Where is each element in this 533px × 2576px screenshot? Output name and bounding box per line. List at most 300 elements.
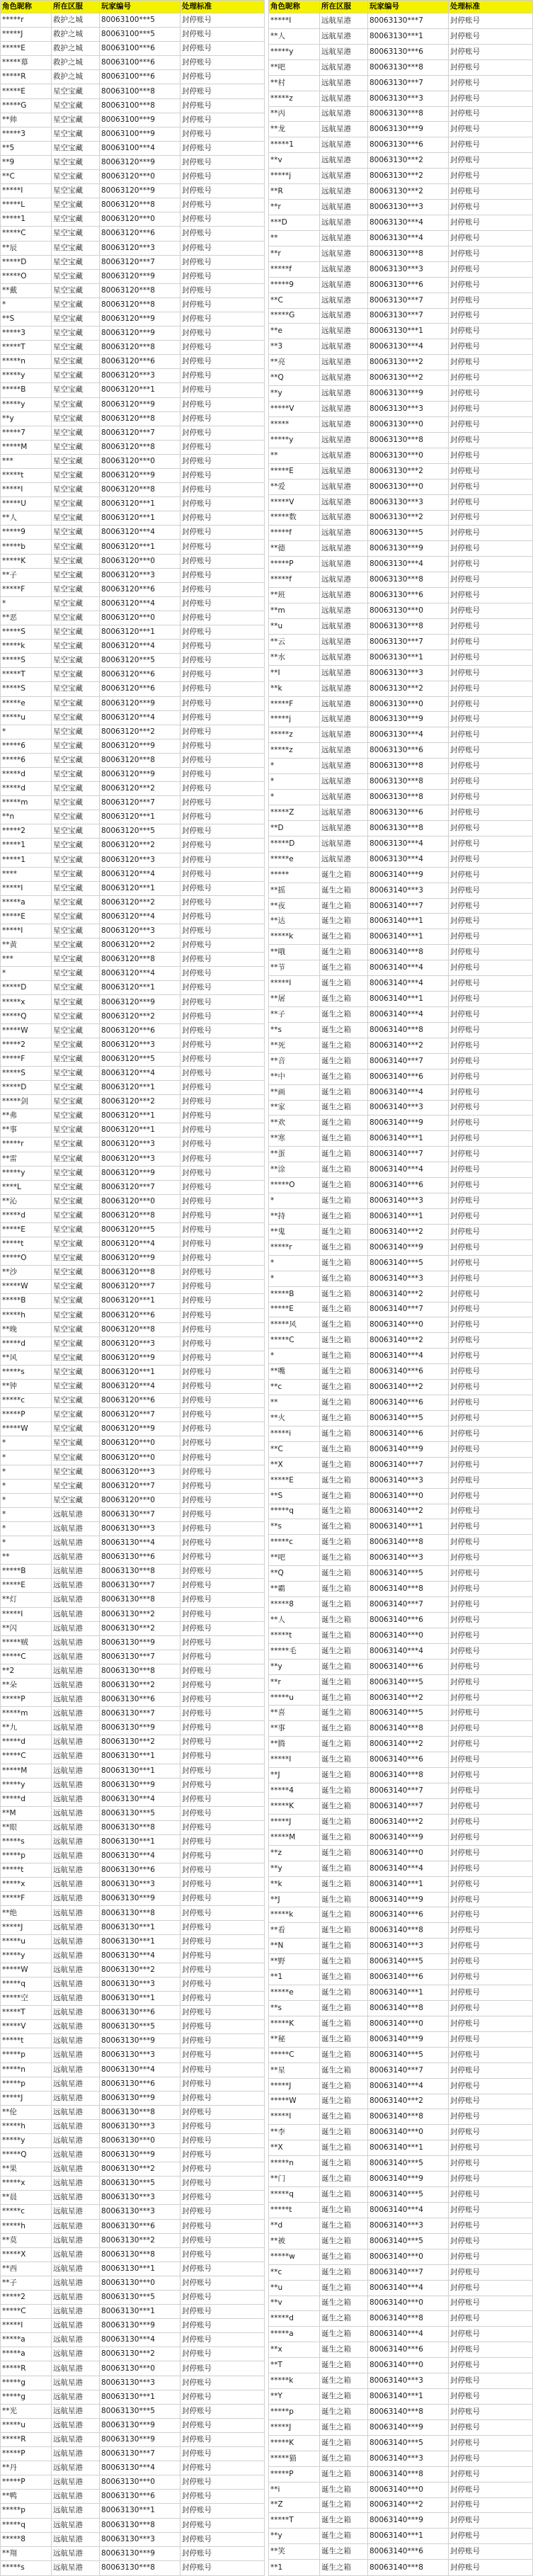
cell-player-id: 80063130***9 [368,712,449,727]
table-row [1,1948,265,1963]
cell-player-id: 80063130***2 [100,1621,180,1635]
cell-nickname: *****Q [1,1009,52,1023]
cell-action: 封停账号 [180,981,265,995]
cell-server: 诞生之箱 [320,1317,368,1333]
cell-nickname: *****F [1,1052,52,1066]
cell-action: 封停账号 [449,572,533,588]
table-row [269,649,533,665]
cell-action: 封停账号 [180,2119,265,2133]
table-row [269,1100,533,1116]
table-row [269,634,533,649]
cell-action: 封停账号 [180,2133,265,2147]
table-row [269,2451,533,2466]
cell-action: 封停账号 [180,1678,265,1692]
table-row [269,386,533,402]
cell-action: 封停账号 [180,2305,265,2319]
cell-nickname: *****E [1,1579,52,1593]
cell-player-id: 80063100***5 [100,28,180,42]
cell-nickname: *****g [1,2376,52,2390]
table-row [269,137,533,153]
cell-action: 封停账号 [180,469,265,483]
cell-nickname: *****9 [1,526,52,540]
cell-action: 封停账号 [180,1593,265,1607]
cell-player-id: 80063140***8 [368,1582,449,1597]
cell-player-id: 80063130***8 [100,1906,180,1920]
table-row [269,1768,533,1783]
cell-action: 封停账号 [449,774,533,790]
table-row [1,497,265,511]
cell-server: 诞生之箱 [320,2031,368,2047]
cell-player-id: 80063130***4 [100,2062,180,2077]
cell-nickname: *****C [1,2305,52,2319]
table-row [1,839,265,853]
cell-nickname: **家 [269,1100,320,1116]
table-row [269,2529,533,2544]
cell-player-id: 80063140***7 [368,1302,449,1317]
cell-server: 诞生之箱 [320,2109,368,2125]
table-row [269,1239,533,1255]
cell-action: 封停账号 [449,1892,533,1907]
cell-action: 封停账号 [449,1286,533,1302]
cell-action: 封停账号 [449,1612,533,1628]
table-row [1,1294,265,1308]
cell-server: 远航星港 [320,541,368,557]
cell-action: 封停账号 [180,1337,265,1351]
cell-player-id: 80063140***0 [368,2358,449,2373]
cell-nickname: *****B [269,1286,320,1302]
cell-action: 封停账号 [449,293,533,308]
cell-nickname: *****2 [1,1038,52,1052]
table-row [269,153,533,169]
cell-action: 封停账号 [180,227,265,241]
cell-action: 封停账号 [449,1426,533,1441]
cell-player-id: 80063140***1 [368,2140,449,2156]
table-row [1,2091,265,2105]
cell-player-id: 80063120***1 [100,1109,180,1123]
cell-player-id: 80063130***8 [100,2518,180,2532]
cell-server: 远航星港 [52,2247,100,2262]
table-row [1,1507,265,1521]
cell-server: 远航星港 [320,494,368,510]
cell-nickname: **i [269,2482,320,2497]
cell-player-id: 80063130***3 [368,494,449,510]
cell-player-id: 80063140***7 [368,2062,449,2078]
cell-nickname: *****r [269,1239,320,1255]
cell-player-id: 80063140***6 [368,1069,449,1084]
cell-nickname: * [269,1255,320,1271]
cell-player-id: 80063120***9 [100,1351,180,1365]
table-row [1,212,265,227]
table-row [1,696,265,710]
cell-nickname: **鸭 [1,2490,52,2504]
cell-action: 封停账号 [449,2404,533,2419]
cell-nickname: *****d [269,2311,320,2327]
cell-action: 封停账号 [180,1635,265,1650]
cell-nickname: *****K [269,1799,320,1815]
cell-action: 封停账号 [449,2529,533,2544]
table-row [269,2062,533,2078]
table-row [269,2218,533,2233]
cell-player-id: 80063120***4 [100,1380,180,1394]
table-row [269,960,533,976]
cell-server: 远航星港 [52,1507,100,1521]
table-row [1,2518,265,2532]
cell-player-id: 80063130***3 [368,261,449,277]
cell-nickname: **事 [1,1123,52,1137]
cell-action: 封停账号 [180,141,265,155]
cell-server: 星空宝藏 [52,725,100,739]
table-row [1,2305,265,2319]
cell-server: 星空宝藏 [52,1081,100,1095]
cell-server: 星空宝藏 [52,1465,100,1479]
cell-server: 远航星港 [320,246,368,261]
cell-nickname: *****u [269,1690,320,1706]
cell-server: 诞生之箱 [320,1380,368,1395]
cell-player-id: 80063130***8 [100,2247,180,2262]
cell-server: 星空宝藏 [52,540,100,554]
cell-server: 远航星港 [52,1892,100,1906]
table-row [1,1479,265,1493]
cell-action: 封停账号 [180,1948,265,1963]
cell-nickname: *****D [269,836,320,851]
cell-server: 诞生之箱 [320,1954,368,1970]
cell-nickname: **风 [1,1351,52,1365]
cell-action: 封停账号 [449,945,533,960]
cell-action: 封停账号 [449,1659,533,1674]
table-row [1,1465,265,1479]
cell-server: 远航星港 [52,1735,100,1749]
cell-server: 星空宝藏 [52,1280,100,1294]
cell-server: 远航星港 [52,1749,100,1764]
cell-action: 封停账号 [449,59,533,75]
cell-action: 封停账号 [180,1422,265,1436]
cell-nickname: *****S [1,682,52,696]
cell-action: 封停账号 [180,1863,265,1878]
table-row [1,2490,265,2504]
cell-action: 封停账号 [180,2376,265,2390]
cell-nickname: **S [269,1488,320,1504]
cell-nickname: *****d [1,1735,52,1749]
cell-nickname: *****I [269,13,320,29]
cell-player-id: 80063140***0 [368,2016,449,2031]
cell-action: 封停账号 [180,2361,265,2376]
cell-nickname: *****7 [1,426,52,440]
cell-action: 封停账号 [180,611,265,625]
cell-player-id: 80063130***5 [100,2177,180,2191]
table-row [1,1436,265,1451]
cell-server: 远航星港 [320,790,368,805]
cell-nickname: *****m [1,1707,52,1721]
cell-server: 诞生之箱 [320,1131,368,1147]
cell-nickname: **闪 [1,1621,52,1635]
table-row [269,2311,533,2327]
cell-server: 诞生之箱 [320,2404,368,2419]
cell-server: 远航星港 [320,510,368,526]
cell-player-id: 80063130***1 [100,1764,180,1778]
cell-player-id: 80063140***9 [368,1892,449,1907]
cell-server: 救护之城 [52,28,100,42]
cell-player-id: 80063120***6 [100,1394,180,1408]
table-row [1,383,265,397]
table-row [1,2546,265,2560]
table-row [269,479,533,494]
table-row [1,1095,265,1109]
cell-server: 远航星港 [52,1593,100,1607]
table-row [1,511,265,526]
cell-nickname: *****I [1,881,52,895]
cell-nickname: *****E [1,909,52,924]
cell-player-id: 80063140***0 [368,2125,449,2140]
cell-nickname: **鬼 [269,1224,320,1239]
cell-nickname: *****I [1,924,52,938]
cell-player-id: 80063130***6 [368,588,449,603]
cell-action: 封停账号 [449,1162,533,1178]
cell-action: 封停账号 [180,582,265,596]
cell-action: 封停账号 [180,1451,265,1465]
cell-player-id: 80063130***4 [100,1536,180,1550]
cell-nickname: *****I [1,1607,52,1621]
cell-nickname: **村 [269,75,320,91]
cell-nickname: *****P [269,2466,320,2482]
cell-action: 封停账号 [180,2162,265,2177]
cell-action: 封停账号 [180,654,265,668]
cell-server: 星空宝藏 [52,995,100,1009]
cell-nickname: *****V [269,494,320,510]
cell-action: 封停账号 [449,1752,533,1768]
cell-nickname: **莫 [1,2233,52,2247]
cell-nickname: **Z [269,2497,320,2513]
cell-server: 星空宝藏 [52,611,100,625]
cell-server: 远航星港 [320,308,368,324]
cell-player-id: 80063120***0 [100,1493,180,1507]
table-row [1,1977,265,1991]
cell-action: 封停账号 [449,1829,533,1845]
cell-player-id: 80063120***9 [100,995,180,1009]
cell-server: 星空宝藏 [52,596,100,611]
table-row [269,743,533,759]
cell-player-id: 80063140***7 [368,1783,449,1799]
cell-server: 诞生之箱 [320,1349,368,1364]
cell-action: 封停账号 [449,2125,533,2140]
cell-action: 封停账号 [449,1488,533,1504]
cell-action: 封停账号 [449,2435,533,2451]
cell-server: 诞生之箱 [320,1939,368,1954]
cell-action: 封停账号 [449,416,533,432]
header-nickname: 角色昵称 [1,1,52,13]
table-row [269,1845,533,1861]
cell-nickname: *****B [1,383,52,397]
cell-action: 封停账号 [180,2219,265,2233]
cell-nickname: * [269,1193,320,1209]
table-row [269,184,533,200]
cell-action: 封停账号 [180,1792,265,1806]
cell-player-id: 80063120***9 [100,1252,180,1266]
cell-player-id: 80063120***2 [100,1095,180,1109]
cell-server: 远航星港 [52,1820,100,1834]
cell-action: 封停账号 [180,1664,265,1678]
cell-action: 封停账号 [449,2001,533,2016]
cell-action: 封停账号 [180,1294,265,1308]
cell-action: 封停账号 [449,2497,533,2513]
cell-player-id: 80063140***3 [368,883,449,898]
cell-server: 星空宝藏 [52,582,100,596]
cell-nickname: *****k [269,1907,320,1923]
cell-action: 封停账号 [180,383,265,397]
cell-server: 远航星港 [52,2020,100,2034]
cell-server: 诞生之箱 [320,1829,368,1845]
table-row [1,2276,265,2290]
cell-action: 封停账号 [449,820,533,836]
cell-server: 诞生之箱 [320,1178,368,1193]
table-row [269,1488,533,1504]
cell-action: 封停账号 [449,432,533,448]
cell-nickname: * [1,967,52,981]
cell-server: 远航星港 [320,572,368,588]
cell-action: 封停账号 [449,215,533,230]
table-row [1,2048,265,2062]
cell-nickname: *****f [269,261,320,277]
cell-nickname: **d [269,2218,320,2233]
cell-server: 远航星港 [52,2177,100,2191]
table-row [1,2233,265,2247]
cell-nickname: *****C [1,1650,52,1664]
table-row [1,2361,265,2376]
cell-player-id: 80063140***8 [368,2109,449,2125]
cell-nickname: *****B [1,1565,52,1579]
table-row [1,1878,265,1892]
cell-server: 远航星港 [52,1693,100,1707]
cell-nickname: **r [269,246,320,261]
table-row [1,1536,265,1550]
cell-player-id: 80063120***8 [100,753,180,767]
cell-player-id: 80063130***2 [368,681,449,696]
table-row [269,1364,533,1380]
cell-player-id: 80063130***2 [100,2162,180,2177]
table-row [269,2373,533,2389]
table-row [269,1876,533,1892]
cell-action: 封停账号 [180,1408,265,1422]
header-row [1,1,265,13]
cell-player-id: 80063100***6 [100,56,180,70]
cell-player-id: 80063140***6 [368,1970,449,1985]
cell-nickname: *****D [1,981,52,995]
cell-player-id: 80063130***4 [368,836,449,851]
cell-player-id: 80063120***3 [100,1465,180,1479]
cell-server: 诞生之箱 [320,2373,368,2389]
cell-nickname: *****t [1,1863,52,1878]
cell-server: 星空宝藏 [52,625,100,640]
table-row [1,2319,265,2333]
cell-player-id: 80063140***4 [368,2202,449,2218]
cell-nickname: **灯 [1,1593,52,1607]
cell-action: 封停账号 [449,2358,533,2373]
cell-player-id: 80063140***7 [368,1147,449,1162]
cell-player-id: 80063130***9 [100,2432,180,2446]
cell-nickname: *****R [1,2432,52,2446]
table-row [269,59,533,75]
cell-player-id: 80063140***8 [368,945,449,960]
cell-player-id: 80063120***9 [100,767,180,781]
table-row [269,510,533,526]
cell-nickname: **e [269,324,320,339]
cell-player-id: 80063140***2 [368,1690,449,1706]
cell-player-id: 80063140***2 [368,2497,449,2513]
cell-nickname: *****3 [1,327,52,341]
cell-action: 封停账号 [449,2140,533,2156]
cell-player-id: 80063130***6 [100,1863,180,1878]
cell-nickname: *****f [269,526,320,541]
cell-server: 星空宝藏 [52,1180,100,1194]
cell-player-id: 80063140***3 [368,2373,449,2389]
cell-player-id: 80063130***9 [368,541,449,557]
cell-nickname: **霸 [269,1582,320,1597]
cell-player-id: 80063140***1 [368,1208,449,1224]
cell-server: 远航星港 [52,2404,100,2418]
cell-server: 诞生之箱 [320,1985,368,2001]
table-row [269,2327,533,2342]
cell-action: 封停账号 [180,2347,265,2361]
cell-nickname: *****J [269,1814,320,1829]
table-row [1,2034,265,2048]
cell-nickname: *****E [1,1222,52,1237]
cell-nickname: **D [269,820,320,836]
cell-server: 远航星港 [52,2077,100,2091]
cell-player-id: 80063140***0 [368,1488,449,1504]
cell-nickname: *****M [269,1829,320,1845]
table-row [269,215,533,230]
cell-nickname: *****d [1,1208,52,1222]
cell-action: 封停账号 [180,127,265,141]
cell-action: 封停账号 [180,526,265,540]
cell-server: 诞生之箱 [320,2560,368,2576]
cell-action: 封停账号 [180,2205,265,2219]
cell-player-id: 80063120***9 [100,327,180,341]
cell-server: 星空宝藏 [52,383,100,397]
cell-player-id: 80063140***3 [368,1100,449,1116]
table-row [1,283,265,297]
cell-player-id: 80063130***7 [368,308,449,324]
table-row [269,122,533,137]
cell-player-id: 80063120***4 [100,596,180,611]
table-row [269,200,533,215]
cell-server: 星空宝藏 [52,1451,100,1465]
cell-server: 星空宝藏 [52,739,100,753]
cell-nickname: *****a [269,2327,320,2342]
cell-player-id: 80063140***4 [368,976,449,992]
cell-server: 远航星港 [320,106,368,122]
cell-nickname: *****r [1,1137,52,1152]
cell-server: 远航星港 [52,1806,100,1820]
cell-server: 星空宝藏 [52,881,100,895]
cell-nickname: **3 [269,339,320,355]
table-row [269,2358,533,2373]
cell-nickname: *****F [1,1892,52,1906]
cell-action: 封停账号 [449,2466,533,2482]
header-action: 处理标准 [180,1,265,13]
table-row [269,2466,533,2482]
cell-player-id: 80063130***9 [100,2148,180,2162]
cell-nickname: *****I [269,976,320,992]
cell-server: 远航星港 [320,743,368,759]
table-row [1,682,265,696]
table-row [1,1038,265,1052]
cell-server: 远航星港 [52,2191,100,2205]
cell-server: 远航星港 [320,13,368,29]
cell-nickname: **恶 [1,611,52,625]
cell-server: 远航星港 [320,153,368,169]
cell-action: 封停账号 [180,56,265,70]
cell-action: 封停账号 [180,1820,265,1834]
